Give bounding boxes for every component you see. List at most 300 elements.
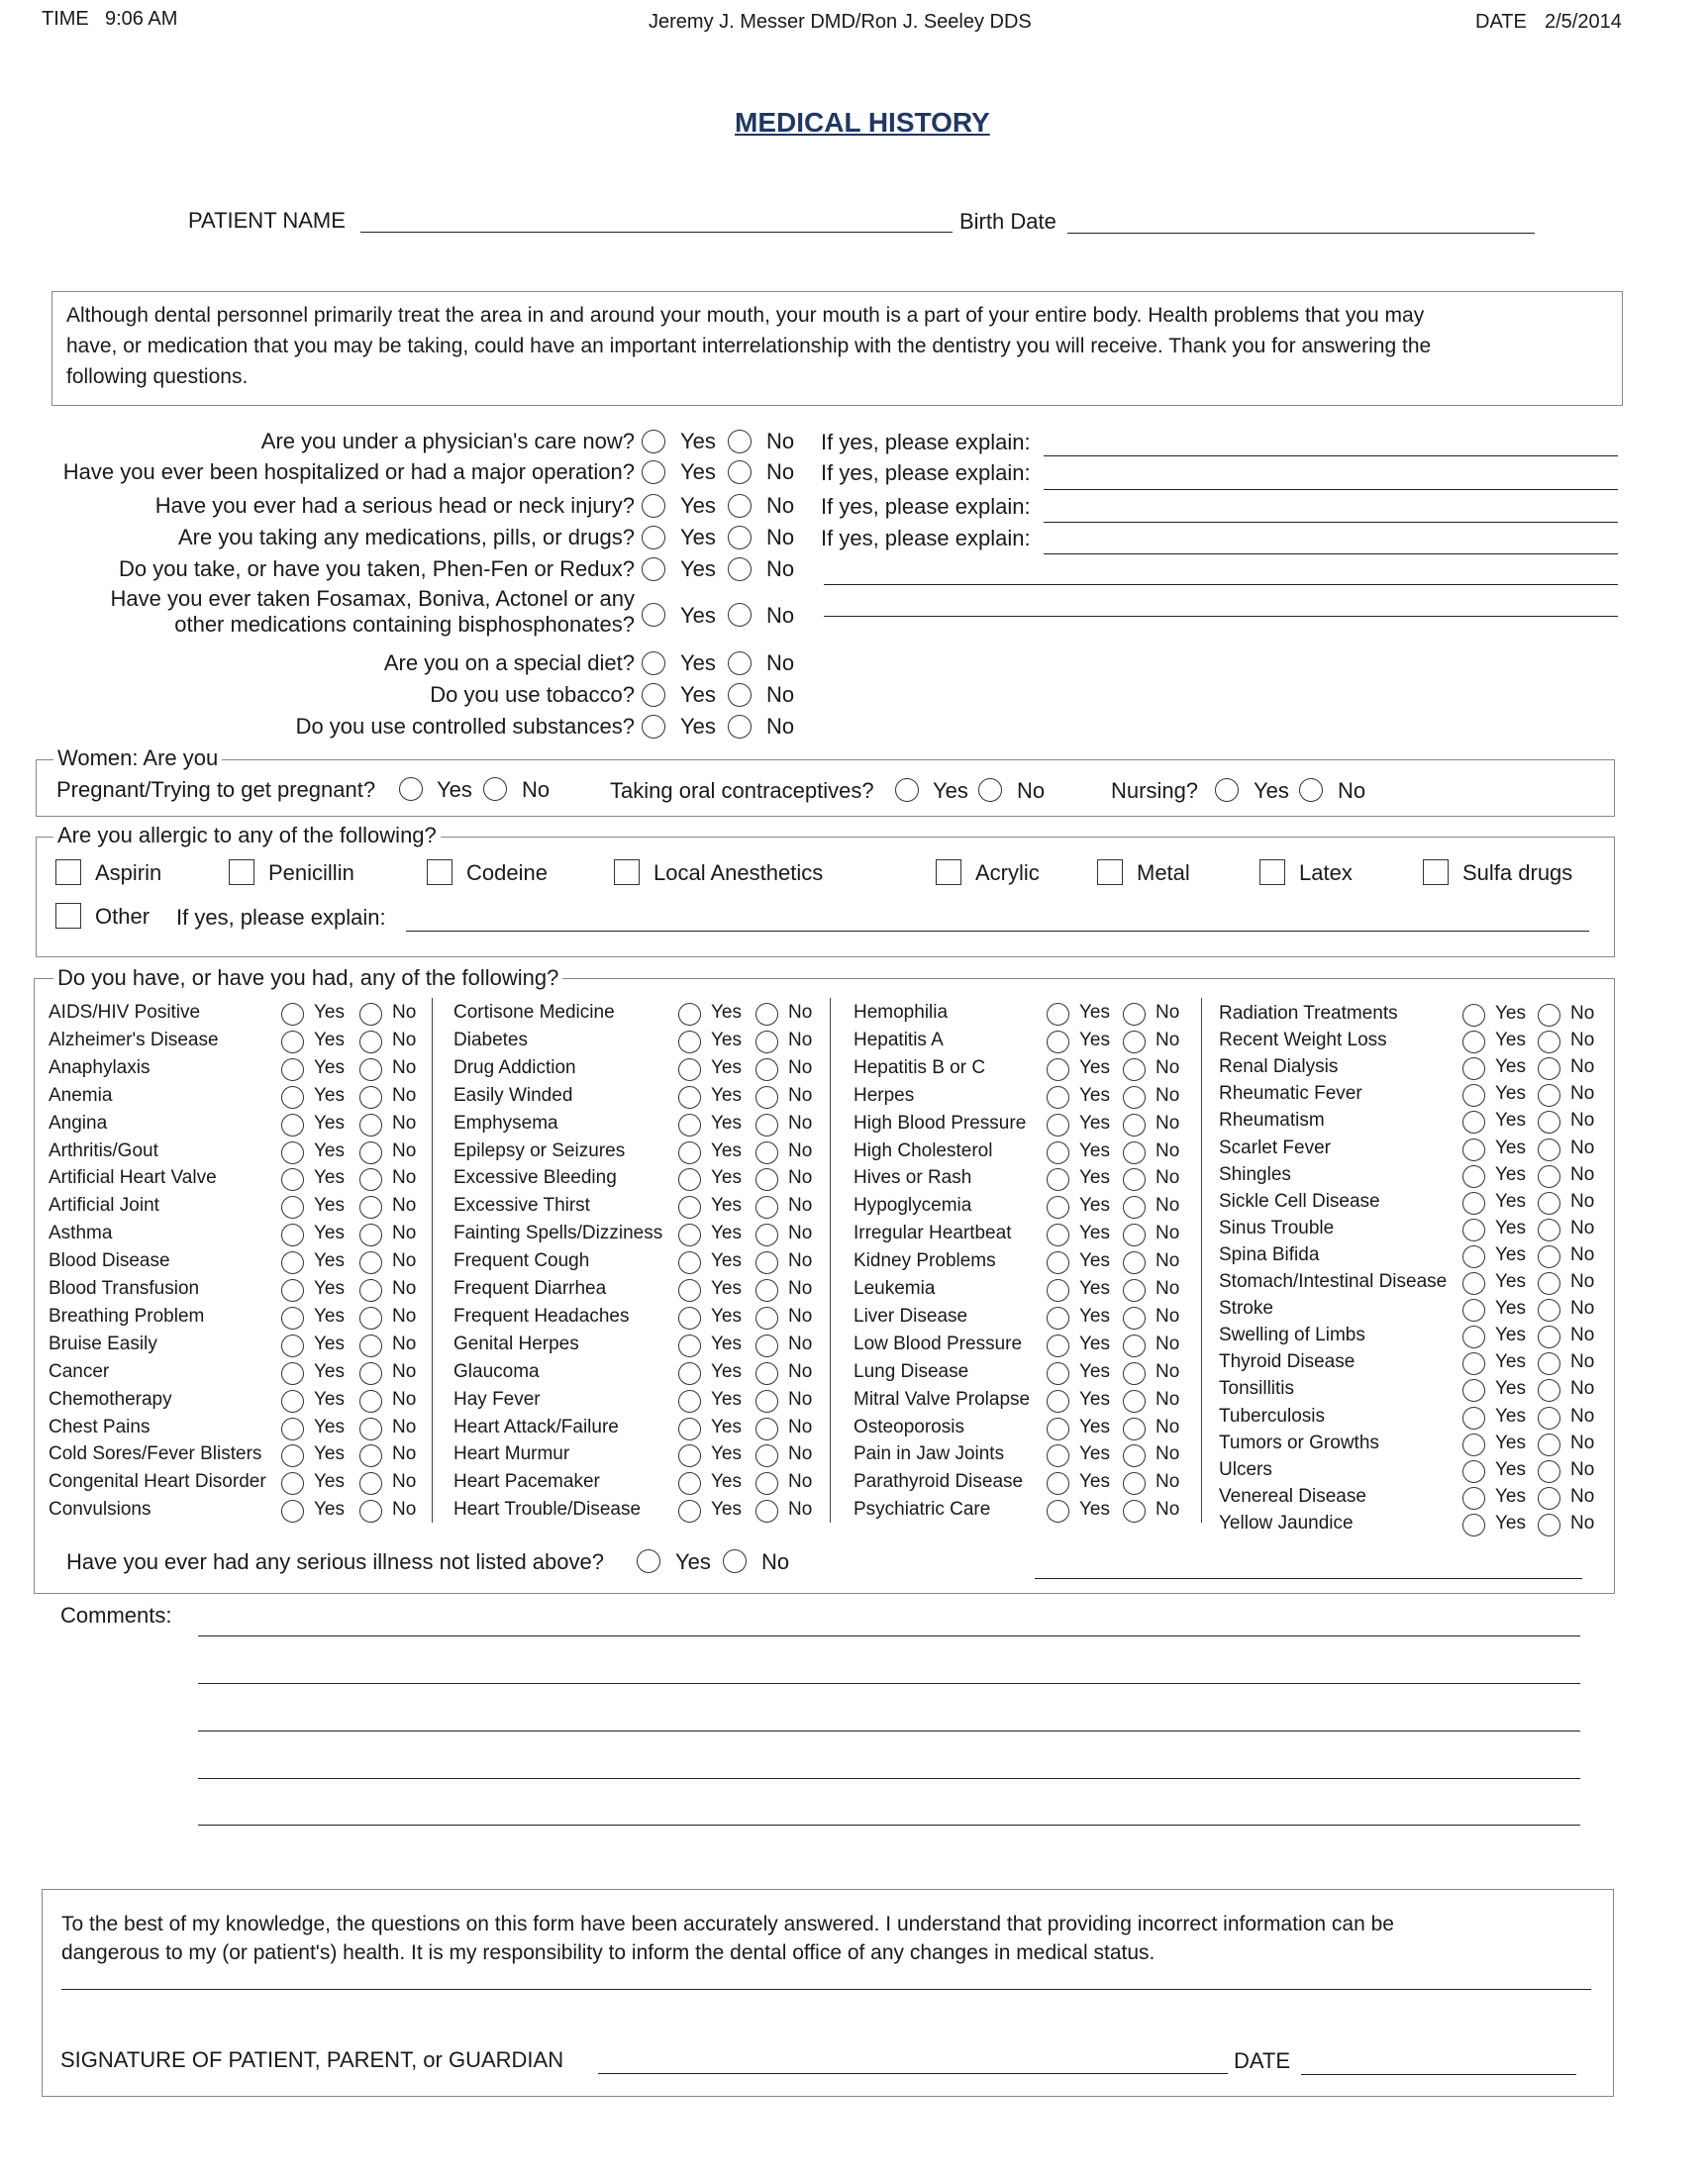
condition-yes-radio[interactable] [678,1168,701,1191]
allergy-checkbox[interactable] [1259,859,1285,885]
question-yes-radio[interactable] [642,494,665,518]
condition-yes-radio[interactable] [1462,1004,1485,1027]
explain-field[interactable] [1044,553,1618,554]
pregnant-no-radio[interactable] [483,777,507,801]
condition-yes-radio[interactable] [1047,1086,1069,1109]
comments-line[interactable] [198,1731,1580,1732]
condition-yes-radio[interactable] [678,1335,701,1357]
condition-no-radio[interactable] [1538,1192,1560,1215]
allergy-checkbox[interactable] [614,859,640,885]
allergy-checkbox[interactable] [229,859,254,885]
condition-no-radio[interactable] [755,1390,778,1413]
condition-no-radio[interactable] [359,1335,382,1357]
condition-yes-radio[interactable] [1462,1111,1485,1134]
condition-no-radio[interactable] [755,1196,778,1219]
question-yes-radio[interactable] [642,683,665,707]
question-no-radio[interactable] [728,715,752,739]
condition-no-radio[interactable] [1538,1272,1560,1295]
explain-field[interactable] [1044,522,1618,523]
condition-no-radio[interactable] [1123,1418,1146,1440]
condition-yes-radio[interactable] [281,1362,304,1385]
condition-no-radio[interactable] [1123,1031,1146,1053]
condition-yes-radio[interactable] [1462,1514,1485,1536]
condition-yes-radio[interactable] [678,1031,701,1053]
condition-no-radio[interactable] [359,1224,382,1246]
contraceptives-no-radio[interactable] [978,778,1002,802]
condition-label: Breathing Problem [49,1306,205,1327]
condition-yes-radio[interactable] [1462,1434,1485,1456]
condition-yes-radio[interactable] [281,1279,304,1302]
allergy-label: Penicillin [268,860,354,885]
condition-label: Emphysema [453,1113,558,1134]
condition-yes-radio[interactable] [678,1362,701,1385]
condition-yes-label: Yes [1495,1433,1526,1453]
condition-no-radio[interactable] [755,1362,778,1385]
condition-yes-radio[interactable] [1047,1168,1069,1191]
question-no-radio[interactable] [728,460,752,484]
condition-yes-radio[interactable] [281,1196,304,1219]
condition-no-radio[interactable] [359,1500,382,1523]
condition-no-label: No [1155,1223,1180,1243]
question-yes-radio[interactable] [642,557,665,581]
condition-label: Herpes [854,1085,915,1106]
allergy-checkbox[interactable] [427,859,452,885]
question-yes-radio[interactable] [642,430,665,453]
condition-no-radio[interactable] [1538,1407,1560,1430]
allergy-label: Local Anesthetics [653,860,824,885]
explain-label: If yes, please explain: [821,430,1031,454]
condition-yes-radio[interactable] [281,1500,304,1523]
condition-yes-radio[interactable] [678,1307,701,1330]
serious-illness-yes-label: Yes [675,1549,711,1574]
condition-yes-label: Yes [711,1417,742,1437]
allergy-explain-field[interactable] [406,931,1589,932]
condition-no-radio[interactable] [1538,1379,1560,1402]
condition-yes-label: Yes [314,1113,345,1134]
condition-yes-label: Yes [1495,1083,1526,1104]
condition-no-radio[interactable] [1538,1434,1560,1456]
explain-label: If yes, please explain: [821,526,1031,550]
pregnant-yes-radio[interactable] [399,777,423,801]
condition-no-radio[interactable] [1123,1196,1146,1219]
comments-line[interactable] [198,1778,1580,1779]
condition-label: Irregular Heartbeat [854,1223,1012,1243]
condition-yes-radio[interactable] [678,1003,701,1026]
condition-yes-radio[interactable] [678,1444,701,1467]
condition-yes-radio[interactable] [1047,1114,1069,1137]
birth-date-label: Birth Date [959,209,1056,234]
condition-yes-radio[interactable] [678,1279,701,1302]
condition-no-radio[interactable] [1538,1004,1560,1027]
explain-field[interactable] [1044,455,1618,456]
condition-no-radio[interactable] [1123,1362,1146,1385]
condition-yes-label: Yes [711,1250,742,1271]
question-no-radio[interactable] [728,683,752,707]
condition-yes-radio[interactable] [678,1500,701,1523]
allergy-checkbox[interactable] [55,859,81,885]
condition-no-radio[interactable] [1538,1031,1560,1053]
question-yes-radio[interactable] [642,715,665,739]
condition-yes-radio[interactable] [1462,1245,1485,1268]
signature-field[interactable] [598,2073,1228,2074]
condition-yes-radio[interactable] [1462,1326,1485,1348]
question-yes-radio[interactable] [642,526,665,549]
allergy-checkbox[interactable] [936,859,961,885]
condition-no-radio[interactable] [1123,1390,1146,1413]
condition-yes-label: Yes [1495,1110,1526,1131]
condition-no-radio[interactable] [359,1168,382,1191]
condition-yes-radio[interactable] [1462,1460,1485,1483]
condition-yes-label: Yes [1495,1325,1526,1345]
condition-yes-radio[interactable] [281,1224,304,1246]
allergy-label: Sulfa drugs [1462,860,1573,885]
condition-yes-radio[interactable] [281,1444,304,1467]
condition-yes-radio[interactable] [281,1168,304,1191]
condition-no-radio[interactable] [359,1058,382,1081]
question-no-label: No [766,556,795,581]
condition-no-radio[interactable] [1123,1141,1146,1164]
condition-no-radio[interactable] [1538,1245,1560,1268]
condition-no-label: No [788,1002,813,1023]
condition-no-radio[interactable] [1538,1165,1560,1188]
condition-yes-radio[interactable] [281,1031,304,1053]
condition-no-label: No [1570,1351,1595,1372]
condition-no-label: No [392,1306,417,1327]
condition-yes-radio[interactable] [281,1058,304,1081]
date-value: 2/5/2014 [1545,11,1622,33]
condition-no-radio[interactable] [1538,1352,1560,1375]
condition-label: Diabetes [453,1030,528,1050]
question-no-radio[interactable] [728,430,752,453]
condition-no-label: No [1155,1334,1180,1354]
condition-no-radio[interactable] [1123,1224,1146,1246]
condition-no-radio[interactable] [755,1168,778,1191]
condition-yes-radio[interactable] [1047,1500,1069,1523]
condition-label: Heart Trouble/Disease [453,1499,642,1520]
condition-label: Congenital Heart Disorder [49,1471,266,1492]
condition-no-radio[interactable] [755,1251,778,1274]
explain-field[interactable] [824,584,1618,585]
condition-no-label: No [788,1361,813,1382]
condition-no-radio[interactable] [359,1390,382,1413]
condition-no-radio[interactable] [359,1114,382,1137]
condition-yes-label: Yes [1079,1334,1110,1354]
condition-yes-radio[interactable] [1462,1487,1485,1510]
condition-no-radio[interactable] [755,1418,778,1440]
condition-yes-radio[interactable] [1047,1444,1069,1467]
condition-yes-radio[interactable] [1047,1224,1069,1246]
condition-label: Heart Pacemaker [453,1471,600,1492]
question-no-radio[interactable] [728,603,752,627]
condition-no-label: No [788,1195,813,1216]
condition-label: High Blood Pressure [854,1113,1027,1134]
condition-no-radio[interactable] [1123,1335,1146,1357]
condition-no-radio[interactable] [359,1251,382,1274]
condition-no-label: No [788,1223,813,1243]
condition-yes-radio[interactable] [1462,1138,1485,1161]
allergy-label: Acrylic [975,860,1040,885]
condition-no-radio[interactable] [1538,1138,1560,1161]
condition-no-radio[interactable] [359,1362,382,1385]
condition-no-radio[interactable] [359,1086,382,1109]
condition-no-radio[interactable] [1538,1111,1560,1134]
condition-no-radio[interactable] [1123,1003,1146,1026]
condition-yes-radio[interactable] [281,1335,304,1357]
condition-yes-label: Yes [1495,1351,1526,1372]
condition-yes-radio[interactable] [678,1114,701,1137]
comments-line[interactable] [198,1825,1580,1826]
question-no-label: No [766,714,795,739]
pregnant-yes-label: Yes [437,777,472,802]
condition-no-radio[interactable] [1538,1057,1560,1080]
condition-yes-radio[interactable] [281,1307,304,1330]
condition-yes-label: Yes [1079,1167,1110,1188]
condition-label: Pain in Jaw Joints [854,1443,1005,1464]
condition-no-label: No [1570,1164,1595,1185]
condition-no-radio[interactable] [1538,1219,1560,1241]
condition-no-radio[interactable] [359,1141,382,1164]
condition-yes-radio[interactable] [1462,1057,1485,1080]
condition-yes-radio[interactable] [281,1114,304,1137]
condition-no-radio[interactable] [1538,1514,1560,1536]
comments-line[interactable] [198,1635,1580,1636]
contraceptives-yes-radio[interactable] [895,778,919,802]
serious-illness-yes-radio[interactable] [637,1549,660,1573]
condition-yes-radio[interactable] [678,1224,701,1246]
allergy-other-checkbox[interactable] [55,903,81,929]
condition-yes-radio[interactable] [1047,1141,1069,1164]
condition-yes-radio[interactable] [281,1472,304,1495]
condition-no-label: No [1570,1271,1595,1292]
condition-yes-radio[interactable] [1047,1335,1069,1357]
condition-no-label: No [1570,1030,1595,1050]
condition-no-radio[interactable] [359,1031,382,1053]
condition-label: Hay Fever [453,1389,541,1410]
question-yes-radio[interactable] [642,651,665,675]
condition-no-radio[interactable] [1123,1500,1146,1523]
condition-yes-radio[interactable] [1047,1196,1069,1219]
condition-no-label: No [392,1499,417,1520]
condition-yes-radio[interactable] [1047,1003,1069,1026]
condition-yes-radio[interactable] [678,1418,701,1440]
serious-illness-no-radio[interactable] [723,1549,747,1573]
condition-yes-label: Yes [314,1417,345,1437]
condition-yes-radio[interactable] [1047,1472,1069,1495]
condition-yes-label: Yes [711,1057,742,1078]
condition-no-radio[interactable] [1538,1084,1560,1107]
condition-no-radio[interactable] [1123,1307,1146,1330]
comments-line[interactable] [198,1683,1580,1684]
condition-no-radio[interactable] [755,1003,778,1026]
question-label: Have you ever had a serious head or neck injury? [154,493,635,518]
condition-no-radio[interactable] [755,1500,778,1523]
condition-label: Stroke [1219,1298,1273,1319]
condition-yes-radio[interactable] [1047,1390,1069,1413]
condition-yes-label: Yes [711,1334,742,1354]
condition-no-label: No [392,1389,417,1410]
condition-yes-radio[interactable] [1462,1165,1485,1188]
condition-yes-label: Yes [314,1443,345,1464]
condition-label: Leukemia [854,1278,936,1299]
condition-yes-radio[interactable] [1462,1352,1485,1375]
condition-no-radio[interactable] [359,1003,382,1026]
condition-yes-radio[interactable] [1462,1272,1485,1295]
question-no-radio[interactable] [728,651,752,675]
signature-date-field[interactable] [1301,2074,1576,2075]
condition-label: Frequent Cough [453,1250,590,1271]
serious-illness-explain-field[interactable] [1035,1578,1582,1579]
condition-yes-radio[interactable] [1462,1192,1485,1215]
question-label: Do you use tobacco? [430,682,635,707]
condition-yes-radio[interactable] [1462,1084,1485,1107]
condition-yes-label: Yes [1079,1140,1110,1161]
explain-field[interactable] [824,616,1618,617]
condition-no-radio[interactable] [359,1307,382,1330]
page-title: MEDICAL HISTORY [735,107,990,138]
condition-no-radio[interactable] [1123,1472,1146,1495]
condition-no-radio[interactable] [359,1196,382,1219]
condition-yes-radio[interactable] [1462,1407,1485,1430]
condition-yes-label: Yes [314,1140,345,1161]
condition-no-radio[interactable] [755,1224,778,1246]
condition-label: Psychiatric Care [854,1499,991,1520]
condition-yes-radio[interactable] [1047,1031,1069,1053]
condition-label: Radiation Treatments [1219,1003,1398,1024]
condition-no-radio[interactable] [359,1279,382,1302]
condition-no-radio[interactable] [1123,1444,1146,1467]
condition-yes-radio[interactable] [281,1086,304,1109]
condition-no-radio[interactable] [1123,1086,1146,1109]
allergy-label: Latex [1299,860,1353,885]
question-no-radio[interactable] [728,526,752,549]
condition-no-radio[interactable] [755,1031,778,1053]
question-label: Are you taking any medications, pills, or drugs? [177,525,635,549]
explain-label: If yes, please explain: [821,494,1031,519]
allergy-checkbox[interactable] [1097,859,1123,885]
nursing-yes-radio[interactable] [1215,778,1239,802]
practice-name: Jeremy J. Messer DMD/Ron J. Seeley DDS [649,11,1032,33]
condition-no-radio[interactable] [359,1472,382,1495]
condition-label: Swelling of Limbs [1219,1325,1365,1345]
condition-no-radio[interactable] [1123,1114,1146,1137]
patient-name-field[interactable] [360,232,953,233]
condition-no-label: No [788,1113,813,1134]
question-no-radio[interactable] [728,557,752,581]
contraceptives-yes-label: Yes [933,778,968,803]
condition-yes-radio[interactable] [281,1251,304,1274]
condition-yes-label: Yes [314,1195,345,1216]
condition-label: Hives or Rash [854,1167,972,1188]
condition-no-radio[interactable] [359,1444,382,1467]
condition-yes-radio[interactable] [1462,1031,1485,1053]
allergy-checkbox[interactable] [1423,859,1449,885]
patient-name-label: PATIENT NAME [188,208,346,233]
question-yes-radio[interactable] [642,603,665,627]
question-yes-radio[interactable] [642,460,665,484]
condition-yes-radio[interactable] [678,1472,701,1495]
allergy-legend: Are you allergic to any of the following? [53,823,441,848]
condition-no-radio[interactable] [755,1472,778,1495]
condition-no-label: No [1155,1361,1180,1382]
condition-yes-label: Yes [711,1499,742,1520]
condition-yes-radio[interactable] [1047,1251,1069,1274]
condition-no-radio[interactable] [755,1141,778,1164]
condition-yes-radio[interactable] [281,1418,304,1440]
condition-no-radio[interactable] [1538,1460,1560,1483]
nursing-no-radio[interactable] [1299,778,1323,802]
condition-no-radio[interactable] [1123,1058,1146,1081]
condition-yes-radio[interactable] [678,1058,701,1081]
question-yes-label: Yes [680,714,716,739]
condition-yes-radio[interactable] [1462,1379,1485,1402]
condition-no-radio[interactable] [755,1444,778,1467]
condition-no-radio[interactable] [1123,1279,1146,1302]
condition-no-label: No [392,1471,417,1492]
question-label: Do you take, or have you taken, Phen-Fen or Redux? [119,556,635,581]
condition-label: Tonsillitis [1219,1378,1295,1399]
explain-field[interactable] [1044,489,1618,490]
condition-label: Recent Weight Loss [1219,1030,1387,1050]
condition-yes-radio[interactable] [678,1141,701,1164]
condition-no-radio[interactable] [1123,1251,1146,1274]
condition-yes-label: Yes [711,1140,742,1161]
condition-yes-radio[interactable] [281,1141,304,1164]
condition-yes-label: Yes [1495,1003,1526,1024]
condition-yes-radio[interactable] [678,1086,701,1109]
column-divider [1201,998,1202,1523]
condition-no-radio[interactable] [1538,1326,1560,1348]
condition-no-label: No [788,1499,813,1520]
condition-no-radio[interactable] [755,1086,778,1109]
contraceptives-no-label: No [1017,778,1046,803]
condition-no-radio[interactable] [1123,1168,1146,1191]
question-label: Have you ever taken Fosamax, Boniva, Actonel or any [110,586,635,611]
condition-no-radio[interactable] [1538,1299,1560,1322]
condition-yes-label: Yes [711,1030,742,1050]
condition-no-label: No [788,1167,813,1188]
condition-yes-radio[interactable] [678,1390,701,1413]
condition-yes-radio[interactable] [1047,1418,1069,1440]
condition-no-label: No [1570,1244,1595,1265]
condition-no-radio[interactable] [755,1058,778,1081]
question-no-radio[interactable] [728,494,752,518]
condition-no-radio[interactable] [755,1279,778,1302]
condition-yes-label: Yes [711,1167,742,1188]
condition-yes-radio[interactable] [678,1251,701,1274]
condition-no-label: No [1155,1499,1180,1520]
condition-no-radio[interactable] [755,1114,778,1137]
condition-no-radio[interactable] [1538,1487,1560,1510]
condition-yes-radio[interactable] [1462,1219,1485,1241]
condition-yes-radio[interactable] [1047,1362,1069,1385]
condition-yes-label: Yes [1079,1223,1110,1243]
condition-no-radio[interactable] [755,1335,778,1357]
condition-yes-radio[interactable] [1047,1279,1069,1302]
condition-yes-radio[interactable] [678,1196,701,1219]
condition-yes-radio[interactable] [1047,1058,1069,1081]
condition-no-label: No [788,1306,813,1327]
time-value: 9:06 AM [105,8,178,30]
condition-yes-label: Yes [1495,1164,1526,1185]
condition-no-label: No [788,1085,813,1106]
condition-yes-radio[interactable] [281,1003,304,1026]
condition-yes-radio[interactable] [281,1390,304,1413]
condition-yes-radio[interactable] [1047,1307,1069,1330]
condition-no-radio[interactable] [359,1418,382,1440]
birth-date-field[interactable] [1067,233,1535,234]
condition-yes-radio[interactable] [1462,1299,1485,1322]
condition-no-radio[interactable] [755,1307,778,1330]
